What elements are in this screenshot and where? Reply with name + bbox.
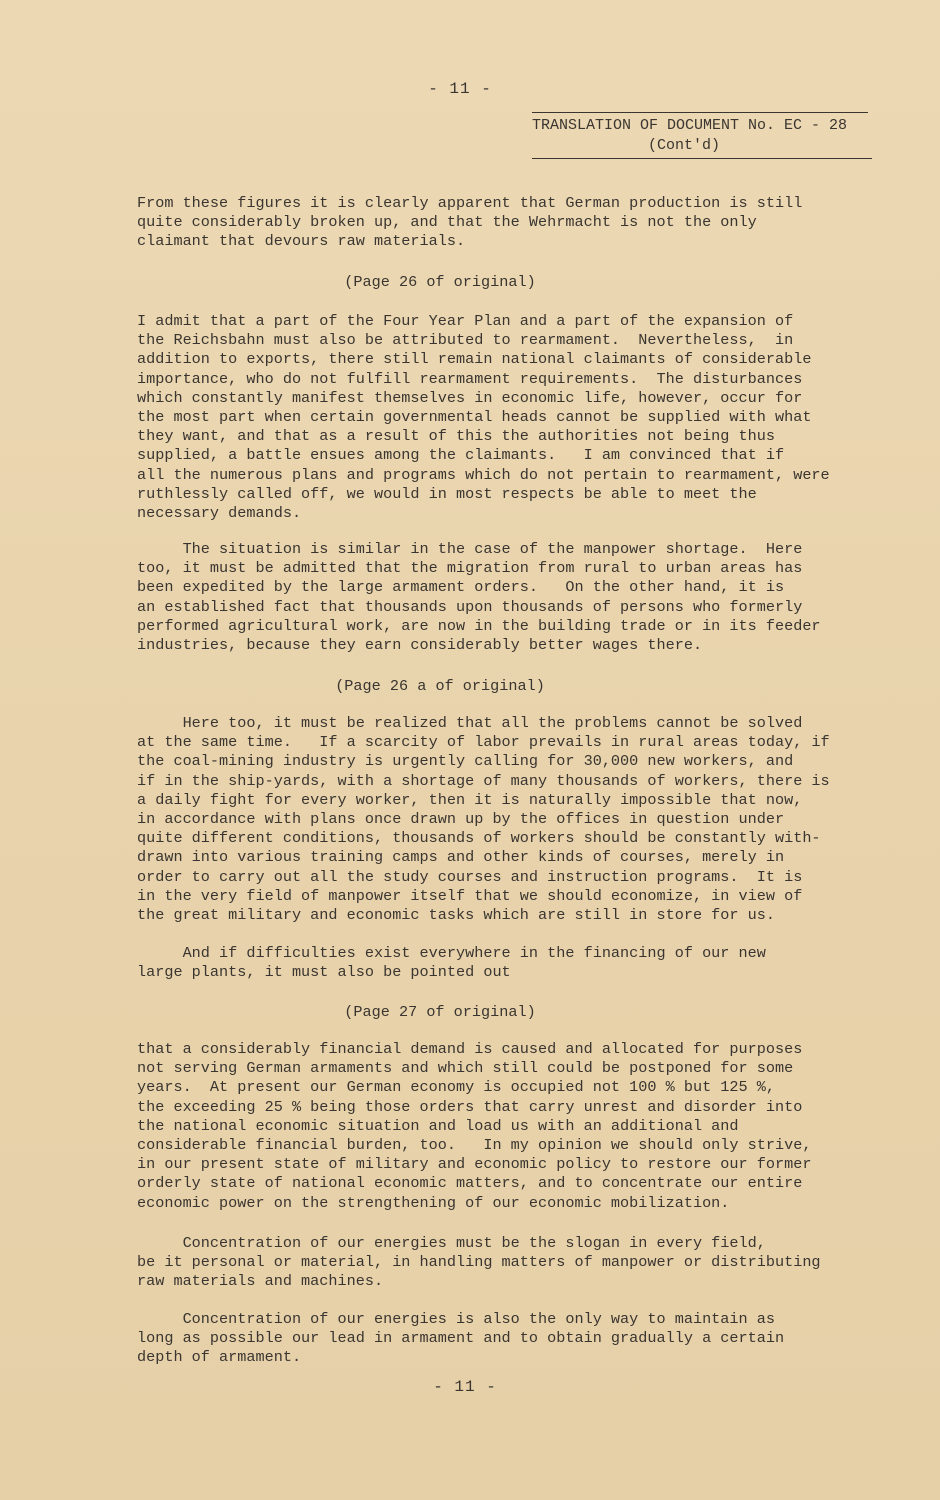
page-number-top: - 11 -	[428, 80, 492, 98]
page-reference-2: (Page 26 a of original)	[335, 677, 545, 695]
paragraph-2: I admit that a part of the Four Year Plan and a part of the expansion of the Reichsbahn must also be attributed to rearmament. Nevertheless, in addition to exports, there still remain national claimants of considerable importance, who do not fulfill rearmament requirements. The disturbances which constantly manifest themselves in economic life, however, occur for the most part when certain governmental heads cannot be supplied with what they want, and that as a result of this the authorities not being thus supplied, a battle ensues among the claimants. I am convinced that if all the numerous plans and programs which do not pertain to rearmament, were ruthlessly called off, we would in most respects be able to meet the necessary demands.	[137, 312, 830, 523]
paragraph-4: Here too, it must be realized that all the problems cannot be solved at the same time. If a scarcity of labor prevails in rural areas today, if the coal-mining industry is urgently calling for 30,000 new workers, and if in the ship-yards, with a shortage of many thousands of workers, there is a daily fight for every worker, then it is naturally impossible that now, in accordance with plans once drawn up by the offices in question under quite different conditions, thousands of workers should be constantly with- drawn into various training camps and other kinds of courses, merely in order to carry out all the study courses and instruction programs. It is in the very field of manpower itself that we should economize, in view of the great military and economic tasks which are still in store for us.	[137, 714, 830, 925]
translation-header	[532, 112, 872, 159]
page-reference-3: (Page 27 of original)	[344, 1003, 536, 1021]
paragraph-5: And if difficulties exist everywhere in the financing of our new large plants, it must also be pointed out	[137, 944, 766, 982]
paragraph-1: From these figures it is clearly apparent that German production is still quite considerably broken up, and that the Wehrmacht is not the only claimant that devours raw materials.	[137, 194, 803, 251]
header-title: TRANSLATION OF DOCUMENT No. EC - 28	[532, 117, 848, 134]
header-rule-bottom	[532, 158, 872, 159]
page-number-bottom: - 11 -	[433, 1378, 497, 1396]
header-subtitle: (Cont'd)	[648, 137, 721, 154]
paragraph-6: that a considerably financial demand is caused and allocated for purposes not serving German armaments and which still could be postponed for some years. At present our German economy is occupied not 100 % but 125 %, the exceeding 25 % being those orders that carry unrest and disorder into the national economic situation and load us with an additional and considerable financial burden, too. In my opinion we should only strive, in our present state of military and economic policy to restore our former orderly state of national economic matters, and to concentrate our entire economic power on the strengthening of our economic mobilization.	[137, 1040, 812, 1212]
paragraph-8: Concentration of our energies is also the only way to maintain as long as possible our lead in armament and to obtain gradually a certain depth of armament.	[137, 1310, 785, 1367]
paragraph-7: Concentration of our energies must be the slogan in every field, be it personal or material, in handling matters of manpower or distributing raw materials and machines.	[137, 1234, 821, 1291]
page-reference-1: (Page 26 of original)	[344, 273, 536, 291]
paragraph-3: The situation is similar in the case of the manpower shortage. Here too, it must be admitted that the migration from rural to urban areas has been expedited by the large armament orders. On the other hand, it is an established fact that thousands upon thousands of persons who formerly performed agricultural work, are now in the building trade or in its feeder industries, because they earn considerably better wages there.	[137, 540, 821, 655]
